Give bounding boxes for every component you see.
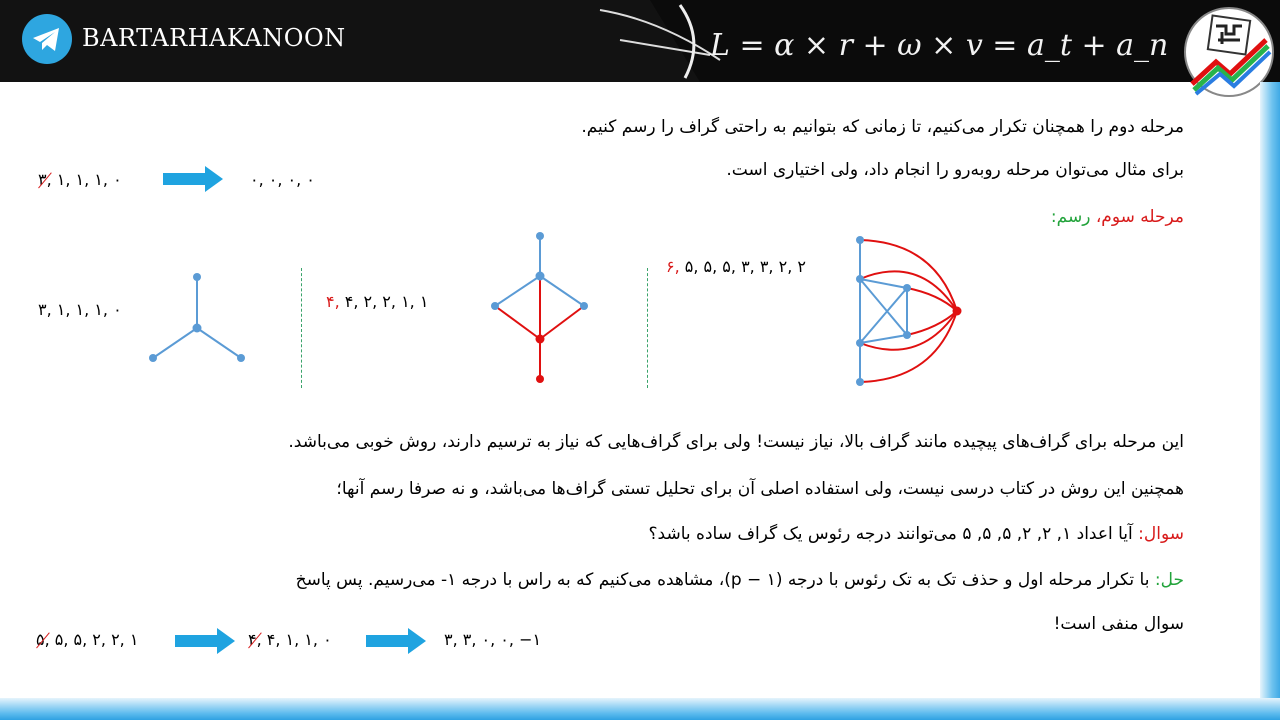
formula-banner [560,0,1180,82]
graph2-sequence [326,292,428,311]
struck-number: ۴, [248,630,262,649]
top-left-sequence [38,170,122,189]
dashed-divider-1 [301,268,302,388]
top-right-sequence: ۰, ۰, ۰, ۰ [250,170,315,189]
answer-text: با تکرار مرحله اول و حذف تک به تک رئوس با درجه (p − ۱)، مشاهده می‌کنیم که به راس با درجه ۱- می‌رسیم. پس پاسخ [295,570,1155,590]
formula-text: L = α × r + ω × v = a_t + a_n [710,28,1169,63]
arrow-right-icon [163,166,223,192]
paragraph-1: این مرحله برای گراف‌های پیچیده مانند گراف بالا، نیاز نیست! ولی برای گراف‌هایی که نیاز به ترسیم دارند، روش خوبی می‌باشد. [288,432,1184,452]
question-label: سوال: [1138,524,1184,544]
header-banner [0,0,1280,82]
step3-heading [1051,207,1184,227]
struck-number: ۵, [36,630,50,649]
answer [296,570,1184,590]
graph2-red-number: ۴, [326,292,340,311]
graph3-sequence [666,257,806,276]
bottom-sequence-3: ۳, ۳, ۰, ۰, −۱ [444,630,542,649]
right-accent-bar [1260,82,1280,720]
text-line-1: مرحله دوم را همچنان تکرار می‌کنیم، تا زمانی که بتوانیم به راحتی گراف را رسم کنیم. [581,117,1184,137]
answer-line-2: سوال منفی است! [1053,614,1184,634]
answer-label: حل: [1154,570,1184,590]
question-text: آیا اعداد ۱, ۲, ۲, ۵, ۵, ۵ می‌توانند درجه رئوس یک گراف ساده باشد؟ [648,524,1139,544]
graph-kite [485,228,595,388]
dashed-divider-2 [647,268,648,388]
bottom-accent-bar [0,698,1280,720]
graph3-rest: ۵, ۵, ۵, ۳, ۳, ۲, ۲ [679,257,806,276]
arrow-right-icon [366,628,426,654]
step3-draw-label: رسم: [1050,207,1096,227]
struck-number: ۳, [38,170,52,189]
sequence-rest: ۵, ۵, ۲, ۲, ۱ [49,630,139,649]
bottom-sequence-2 [248,630,332,649]
arrow-right-icon [175,628,235,654]
sequence-rest: ۴, ۱, ۱, ۰ [261,630,332,649]
graph3-red-number: ۶, [666,257,680,276]
step3-label: مرحله سوم، [1095,207,1184,227]
sequence-rest: ۱, ۱, ۱, ۰ [51,170,122,189]
graph1-sequence: ۳, ۱, ۱, ۱, ۰ [38,300,122,319]
telegram-icon[interactable] [22,14,72,64]
graph-complex [850,232,970,392]
bottom-sequence-1 [36,630,138,649]
brand-name: BARTARHAKANOON [82,24,346,52]
graph2-rest: ۴, ۲, ۲, ۱, ۱ [339,292,429,311]
text-line-2: برای مثال می‌توان مرحله روبه‌رو را انجام داد، ولی اختیاری است. [726,160,1184,180]
question [649,524,1184,544]
graph-star [140,268,250,368]
paragraph-2: همچنین این روش در کتاب درسی نیست، ولی استفاده اصلی آن برای تحلیل تستی گراف‌ها می‌باشد، و نه صرفا رسم آنها؛ [336,479,1184,499]
